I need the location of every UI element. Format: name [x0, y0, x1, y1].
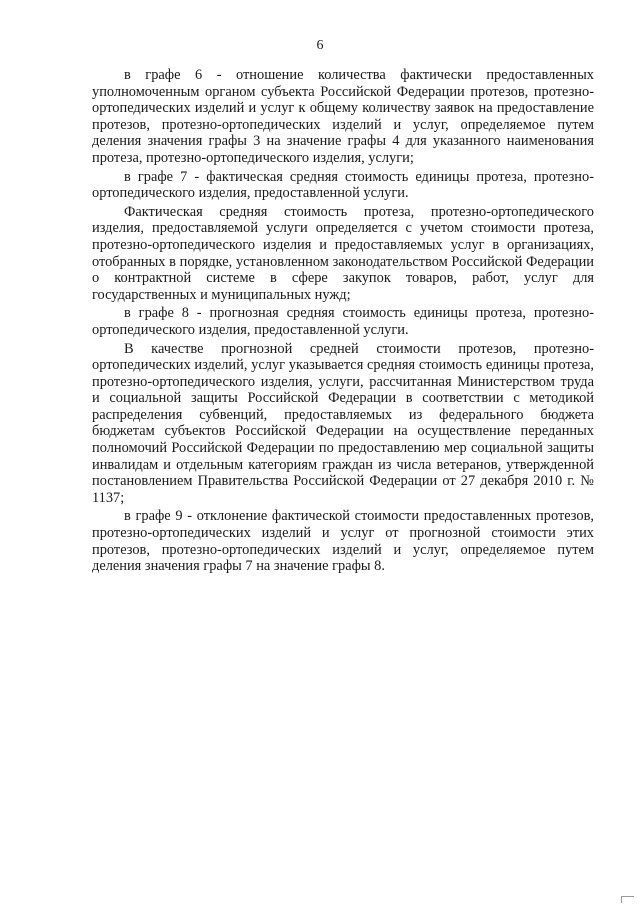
paragraph-actual-cost: Фактическая средняя стоимость протеза, протезно-ортопедического изделия, предоставляемой услуги определяется с учетом стоимости протеза, протезно-ортопедического изделия и предоставляемых услуг в организациях, отобранных в порядке, установленном законодательством Российской Федерации о контрактной системе в сфере закупок товаров, работ, услуг для государственных и муниципальных нужд;: [92, 203, 594, 303]
paragraph-column-7: в графе 7 - фактическая средняя стоимость единицы протеза, протезно-ортопедического изделия, предоставленной услуги.: [92, 168, 594, 202]
paragraph-column-9: в графе 9 - отклонение фактической стоимости предоставленных протезов, протезно-ортопедических изделий и услуг от прогнозной стоимости этих протезов, протезно-ортопедических изделий и услуг, определяемое путем деления значения графы 7 на значение графы 8.: [92, 508, 594, 575]
page-number: 6: [316, 38, 324, 53]
paragraph-column-6: в графе 6 - отношение количества фактически предоставленных уполномоченным органом субъекта Российской Федерации протезов, протезно-ортопедических изделий и услуг к общему количеству заявок на предоставление протезов, протезно-ортопедических изделий и услуг, определяемое путем деления значения графы 3 на значение графы 4 для указанного наименования протеза, протезно-ортопедического изделия, услуги;: [92, 67, 594, 166]
scan-corner-mark: [621, 896, 634, 903]
document-body: [92, 67, 594, 577]
paragraph-forecast-cost: В качестве прогнозной средней стоимости протезов, протезно-ортопедических изделий, услуг указывается средняя стоимость единицы протеза, протезно-ортопедического изделия, услуги, рассчитанная Министерством труда и социальной защиты Российской Федерации в соответствии с методикой распределения субвенций, предоставляемых из федерального бюджета бюджетам субъектов Российской Федерации на осуществление переданных полномочий Российской Федерации по предоставлению мер социальной защиты инвалидам и отдельным категориям граждан из числа ветеранов, утвержденной постановлением Правительства Российской Федерации от 27 декабря 2010 г. № 1137;: [92, 340, 594, 506]
paragraph-column-8: в графе 8 - прогнозная средняя стоимость единицы протеза, протезно-ортопедического изделия, предоставленной услуги.: [92, 305, 594, 338]
